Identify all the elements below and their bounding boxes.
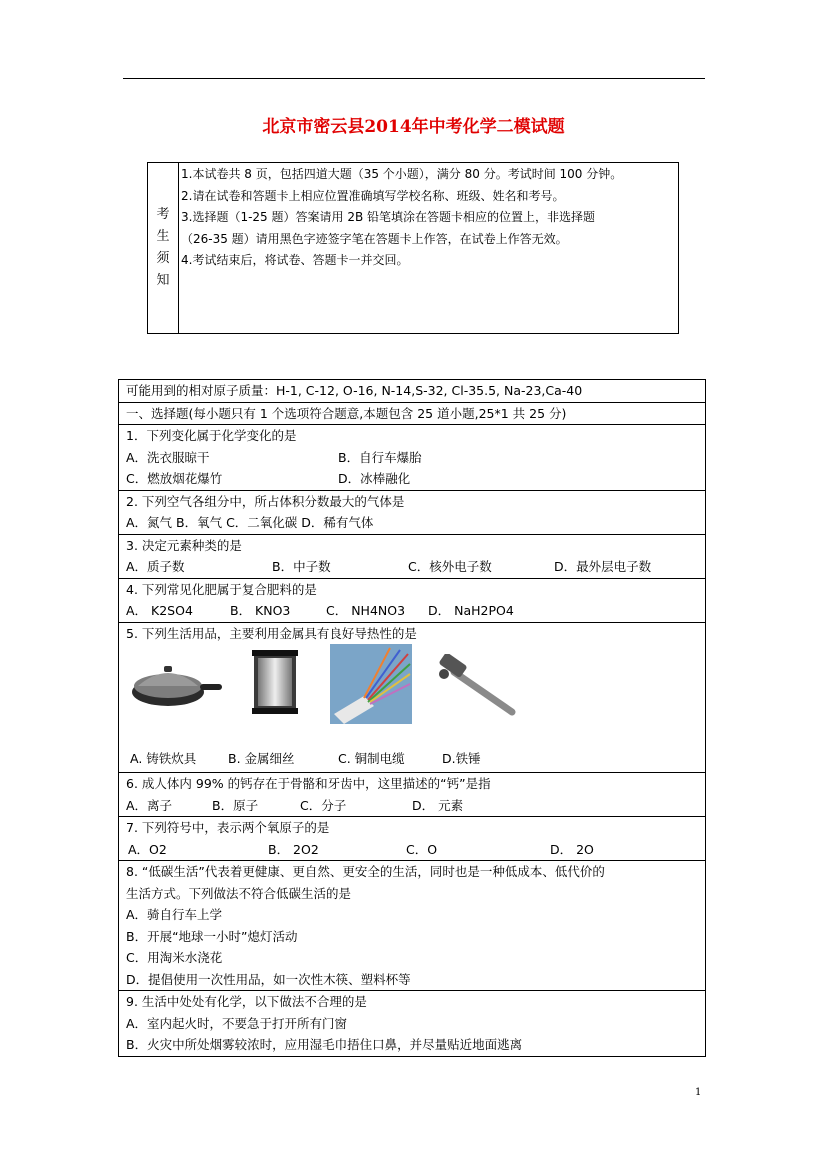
option-b: B． 2O2 bbox=[268, 841, 319, 857]
atomic-mass-text: 可能用到的相对原子质量：H-1, C-12, O-16, N-14,S-32, Cl-35.5, Na-23,Ca-40 bbox=[126, 383, 583, 398]
option-d: D． 2O bbox=[550, 841, 594, 857]
wok-icon bbox=[128, 656, 224, 716]
option-a: A．洗衣服晾干 bbox=[126, 449, 210, 465]
question-4 bbox=[119, 578, 706, 622]
notice-label-char: 知 bbox=[156, 273, 170, 288]
exam-notice-box bbox=[147, 162, 679, 334]
option-c: C．燃放烟花爆竹 bbox=[126, 471, 223, 486]
notice-line: （26-35 题）请用黑色字迹签字笔在答题卡上作答，在试卷上作答无效。 bbox=[181, 231, 568, 246]
page-title: 北京市密云县2014年中考化学二模试题 bbox=[262, 117, 565, 137]
notice-line: 1.本试卷共 8 页，包括四道大题（35 个小题），满分 80 分。考试时间 100 分钟。 bbox=[181, 167, 623, 181]
notice-line: 3.选择题（1-25 题）答案请用 2B 铅笔填涂在答题卡相应的位置上，非选择题 bbox=[181, 210, 595, 224]
wire-spool-icon bbox=[250, 648, 300, 716]
options-line: A．氮气 B．氧气 C．二氧化碳 D．稀有气体 bbox=[126, 515, 374, 530]
notice-body bbox=[179, 164, 678, 272]
option-a: A．室内起火时，不要急于打开所有门窗 bbox=[126, 1015, 348, 1031]
option-b: B．开展“地球一小时”熄灯活动 bbox=[126, 928, 298, 944]
section-heading-row bbox=[119, 402, 706, 425]
option-c: C．分子 bbox=[300, 797, 347, 813]
option-d: D．提倡使用一次性用品，如一次性木筷、塑料杯等 bbox=[126, 971, 411, 987]
question-stem: 3. 决定元素种类的是 bbox=[126, 537, 242, 553]
question-stem-continued: 生活方式。下列做法不符合低碳生活的是 bbox=[126, 885, 352, 901]
question-stem: 8. “低碳生活”代表着更健康、更自然、更安全的生活，同时也是一种低成本、低代价的 bbox=[126, 864, 605, 879]
question-stem: 1．下列变化属于化学变化的是 bbox=[126, 428, 297, 443]
copper-cable-icon bbox=[330, 644, 412, 724]
option-d: D． 元素 bbox=[412, 797, 464, 813]
page-number: 1 bbox=[695, 1087, 702, 1098]
notice-line: 2.请在试卷和答题卡上相应位置准确填写学校名称、班级、姓名和考号。 bbox=[181, 188, 565, 203]
question-8 bbox=[119, 861, 706, 991]
option-b: B． KNO3 bbox=[230, 603, 291, 618]
option-a: A． K2SO4 bbox=[126, 603, 193, 618]
option-a: A. 铸铁炊具 bbox=[130, 751, 197, 766]
option-d: D． NaH2PO4 bbox=[428, 603, 514, 618]
question-stem: 7. 下列符号中，表示两个氧原子的是 bbox=[126, 820, 330, 835]
option-d: D.铁锤 bbox=[442, 751, 481, 766]
option-a: A．质子数 bbox=[126, 559, 185, 574]
atomic-mass-row bbox=[119, 380, 706, 403]
option-b: B．原子 bbox=[212, 797, 259, 813]
question-stem: 2. 下列空气各组分中，所占体积分数最大的气体是 bbox=[126, 493, 405, 509]
notice-label-char: 生 bbox=[156, 229, 170, 244]
question-stem: 5. 下列生活用品，主要利用金属具有良好导热性的是 bbox=[126, 625, 417, 641]
option-b: B．火灾中所处烟雾较浓时，应用湿毛巾捂住口鼻，并尽量贴近地面逃离 bbox=[126, 1037, 523, 1052]
notice-label-char: 须 bbox=[156, 251, 170, 266]
option-c: C．O bbox=[406, 841, 438, 857]
option-d: D．冰棒融化 bbox=[338, 471, 411, 486]
question-1 bbox=[119, 425, 706, 491]
question-3 bbox=[119, 534, 706, 578]
notice-label bbox=[148, 163, 179, 333]
option-c: C． NH4NO3 bbox=[326, 603, 406, 618]
question-stem: 6. 成人体内 99% 的钙存在于骨骼和牙齿中，这里描述的“钙”是指 bbox=[126, 776, 491, 791]
notice-line: 4.考试结束后，将试卷、答题卡一并交回。 bbox=[181, 253, 409, 267]
option-c: C. 铜制电缆 bbox=[338, 751, 405, 766]
section-heading: 一、选择题(每小题只有 1 个选项符合题意,本题包含 25 道小题,25*1 共 25 分) bbox=[126, 405, 567, 421]
option-d: D．最外层电子数 bbox=[554, 559, 652, 574]
option-b: B．自行车爆胎 bbox=[338, 449, 422, 465]
option-b: B. 金属细丝 bbox=[228, 751, 295, 766]
question-5 bbox=[119, 622, 706, 773]
option-b: B．中子数 bbox=[272, 559, 331, 574]
question-stem: 4. 下列常见化肥属于复合肥料的是 bbox=[126, 581, 317, 597]
question-6 bbox=[119, 773, 706, 817]
option-c: C．用淘米水浇花 bbox=[126, 950, 223, 965]
question-table bbox=[118, 379, 706, 1057]
option-a: A．骑自行车上学 bbox=[126, 907, 223, 922]
question-7 bbox=[119, 817, 706, 861]
hammer-icon bbox=[434, 654, 524, 718]
question-9 bbox=[119, 991, 706, 1057]
option-a: A．离子 bbox=[126, 797, 173, 813]
question-stem: 9. 生活中处处有化学，以下做法不合理的是 bbox=[126, 994, 367, 1009]
option-c: C．核外电子数 bbox=[408, 559, 492, 574]
option-a: A．O2 bbox=[128, 841, 167, 857]
notice-label-char: 考 bbox=[156, 207, 170, 222]
header-rule bbox=[123, 78, 705, 79]
question-2 bbox=[119, 490, 706, 534]
question-5-pictures bbox=[126, 644, 705, 746]
